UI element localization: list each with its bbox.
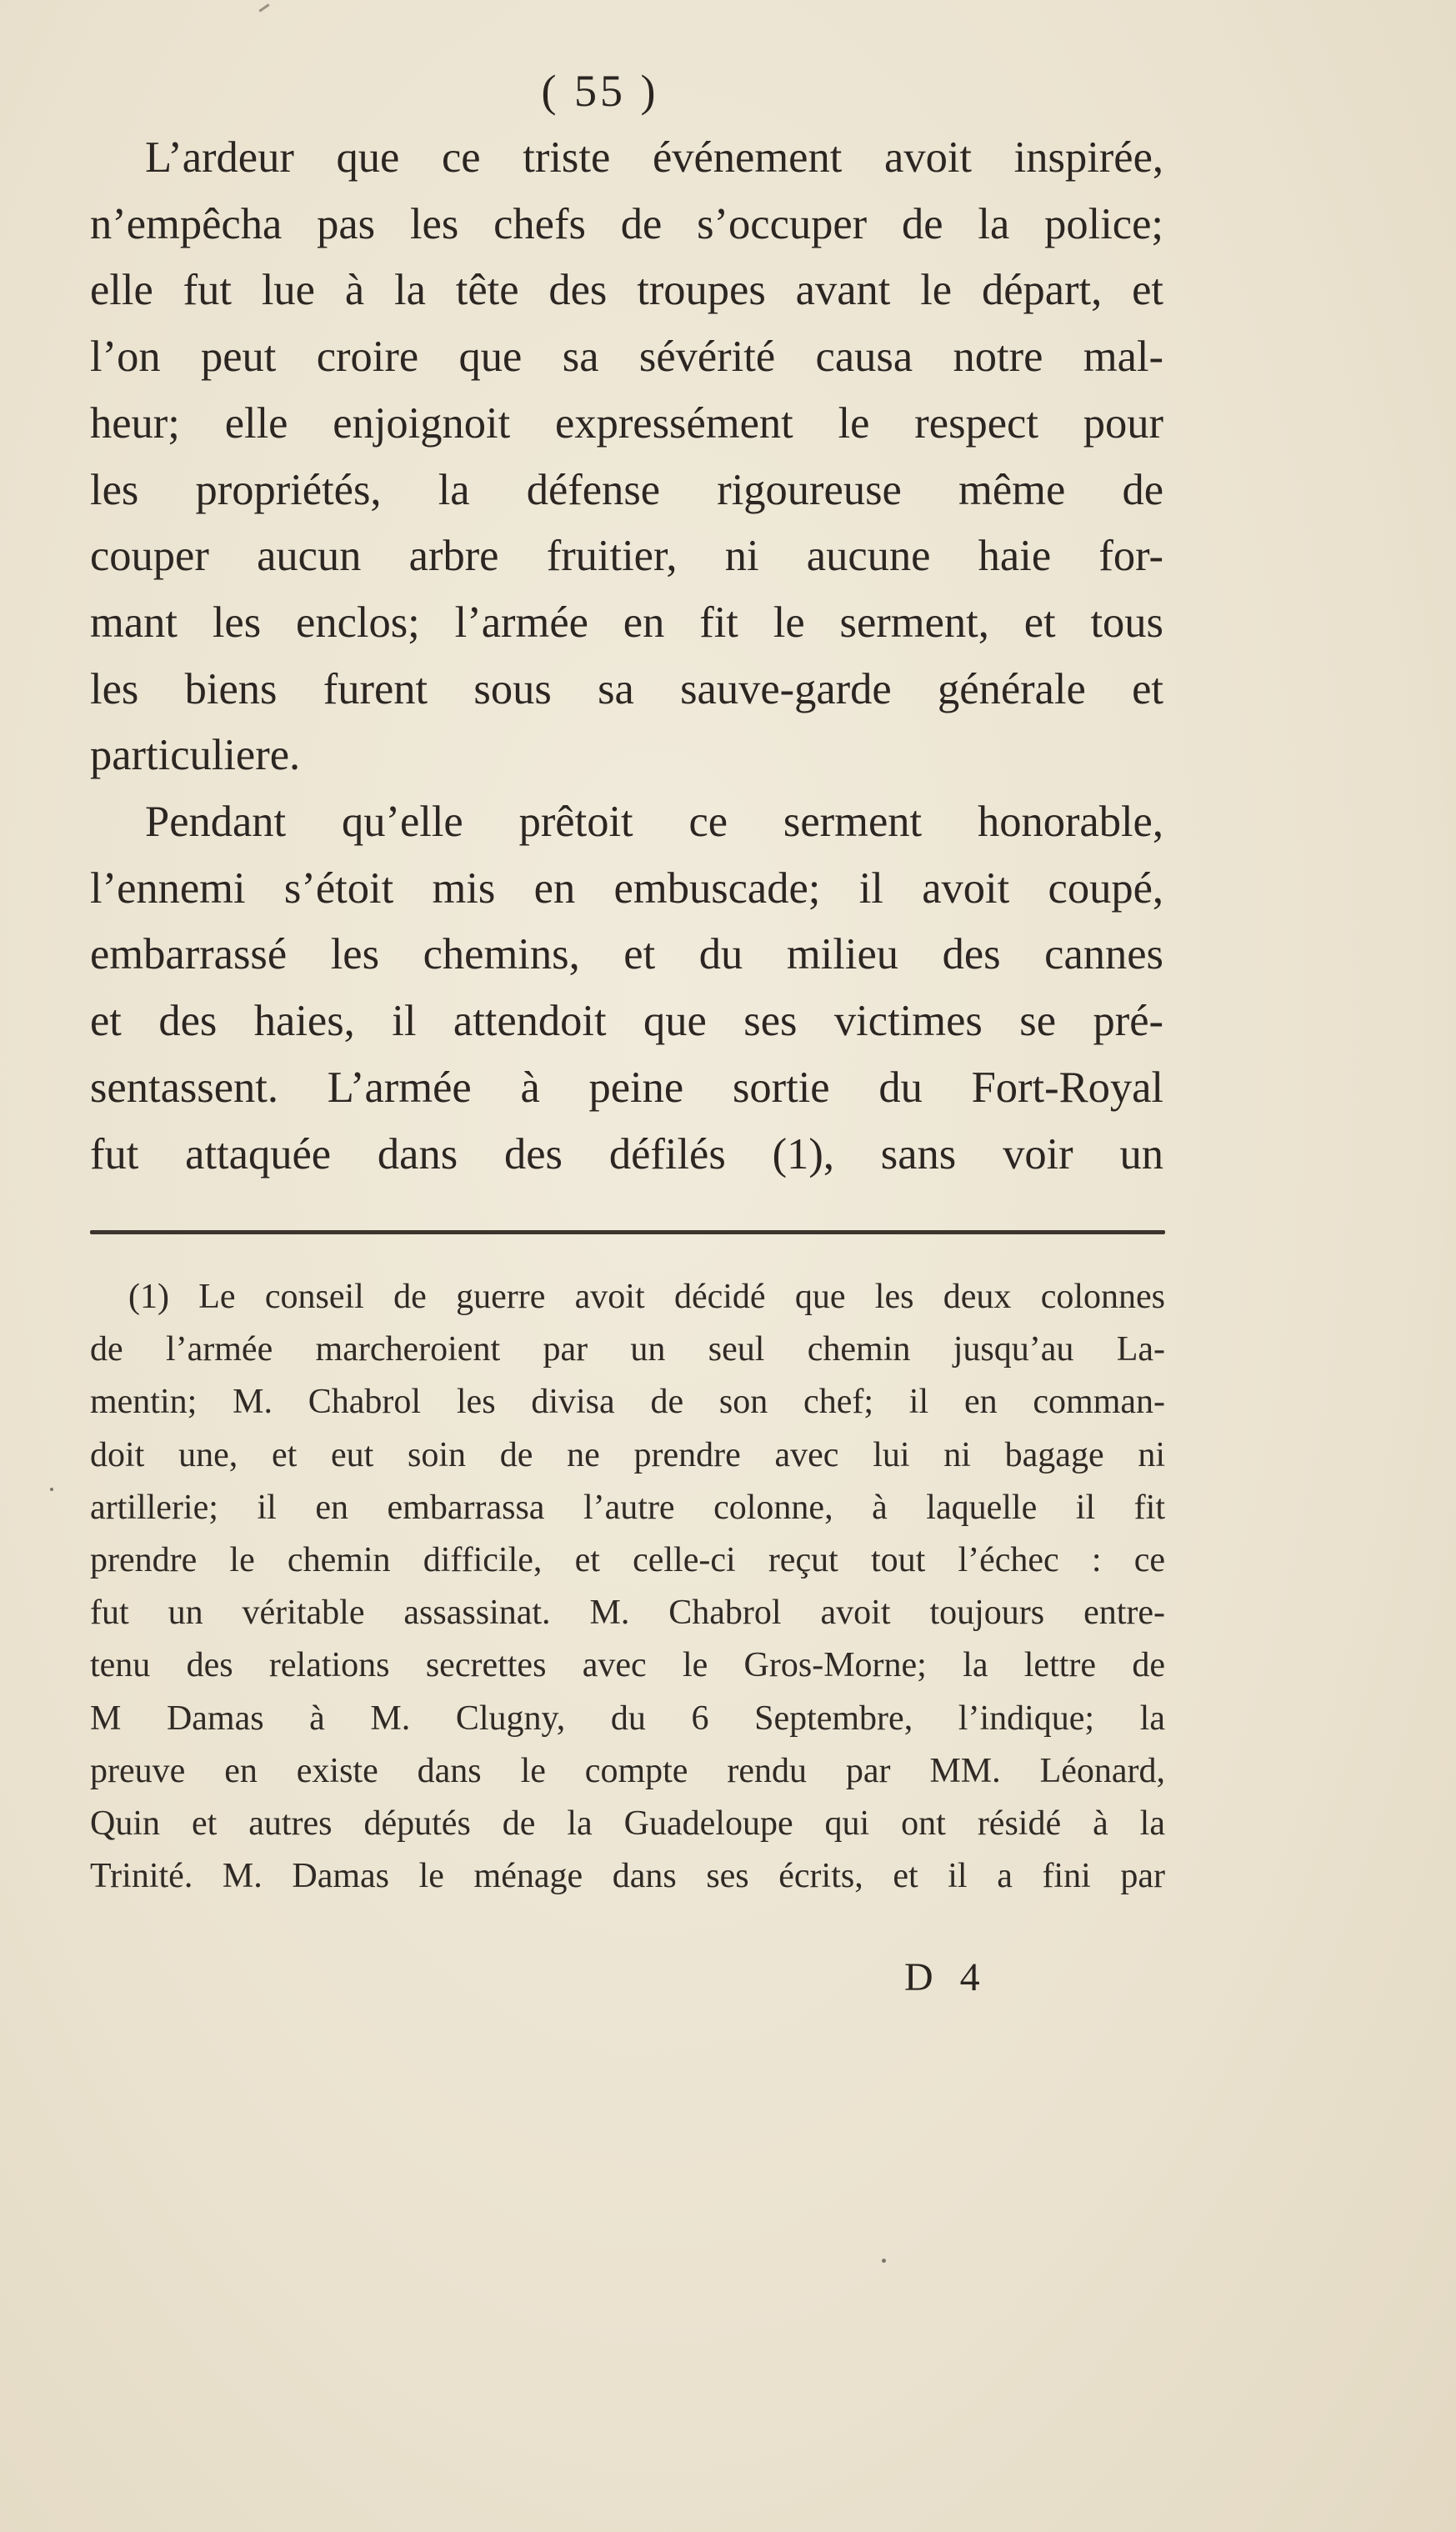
text-line: L’ardeur que ce triste événement avoit inspirée, bbox=[145, 133, 1163, 182]
footnote-line: de l’armée marcheroient par un seul chemin jusqu’au La- bbox=[90, 1330, 1165, 1369]
footnote-line: prendre le chemin difficile, et celle-ci reçut tout l’échec : ce bbox=[90, 1541, 1165, 1580]
text-line: n’empêcha pas les chefs de s’occuper de la police; bbox=[90, 199, 1163, 248]
text-line: couper aucun arbre fruitier, ni aucune haie for- bbox=[90, 532, 1163, 581]
footnote-line: artillerie; il en embarrassa l’autre colonne, à laquelle il fit bbox=[90, 1488, 1165, 1527]
paper-mark bbox=[258, 3, 269, 12]
text-line: Pendant qu’elle prêtoit ce serment honorable, bbox=[145, 798, 1163, 847]
footnote-line: doit une, et eut soin de ne prendre avec lui ni bagage ni bbox=[90, 1435, 1165, 1474]
footnote-line: tenu des relations secrettes avec le Gros-Morne; la lettre de bbox=[90, 1646, 1165, 1685]
text-line: et des haies, il attendoit que ses victimes se pré- bbox=[90, 997, 1163, 1046]
text-line: particuliere. bbox=[90, 731, 301, 780]
footnote-line: Trinité. M. Damas le ménage dans ses écrits, et il a fini par bbox=[90, 1857, 1165, 1896]
footnote-line: fut un véritable assassinat. M. Chabrol avoit toujours entre- bbox=[90, 1594, 1165, 1633]
text-line: l’ennemi s’étoit mis en embuscade; il avoit coupé, bbox=[90, 863, 1163, 913]
text-line: mant les enclos; l’armée en fit le serment, et tous bbox=[90, 598, 1163, 647]
footnote-line: Quin et autres députés de la Guadeloupe qui ont résidé à la bbox=[90, 1804, 1165, 1844]
footnote-line: mentin; M. Chabrol les divisa de son chef; il en comman- bbox=[90, 1383, 1165, 1422]
footnote-line: M Damas à M. Clugny, du 6 Septembre, l’indique; la bbox=[90, 1699, 1165, 1738]
text-line: embarrassé les chemins, et du milieu des cannes bbox=[90, 930, 1163, 979]
footnote-rule bbox=[90, 1230, 1165, 1234]
footnote-line: (1) Le conseil de guerre avoit décidé que les deux colonnes bbox=[128, 1278, 1165, 1316]
footnote-line: preuve en existe dans le compte rendu par MM. Léonard, bbox=[90, 1751, 1165, 1790]
footnote bbox=[90, 1271, 1165, 1903]
paper-speck bbox=[50, 1488, 53, 1491]
text-line: les propriétés, la défense rigoureuse même de bbox=[90, 465, 1163, 514]
main-text bbox=[90, 125, 1163, 1188]
paper-speck bbox=[882, 2259, 886, 2263]
text-line: l’on peut croire que sa sévérité causa notre mal- bbox=[90, 333, 1163, 382]
text-line: heur; elle enjoignoit expressément le respect pour bbox=[90, 398, 1163, 448]
text-line: elle fut lue à la tête des troupes avant le départ, et bbox=[90, 266, 1163, 315]
text-line: sentassent. L’armée à peine sortie du Fort-Royal bbox=[90, 1063, 1163, 1112]
signature-mark: D 4 bbox=[904, 1955, 988, 1999]
text-line: les biens furent sous sa sauve-garde générale et bbox=[90, 664, 1163, 713]
page-number: ( 55 ) bbox=[541, 66, 659, 116]
text-line: fut attaquée dans des défilés (1), sans voir un bbox=[90, 1129, 1163, 1178]
